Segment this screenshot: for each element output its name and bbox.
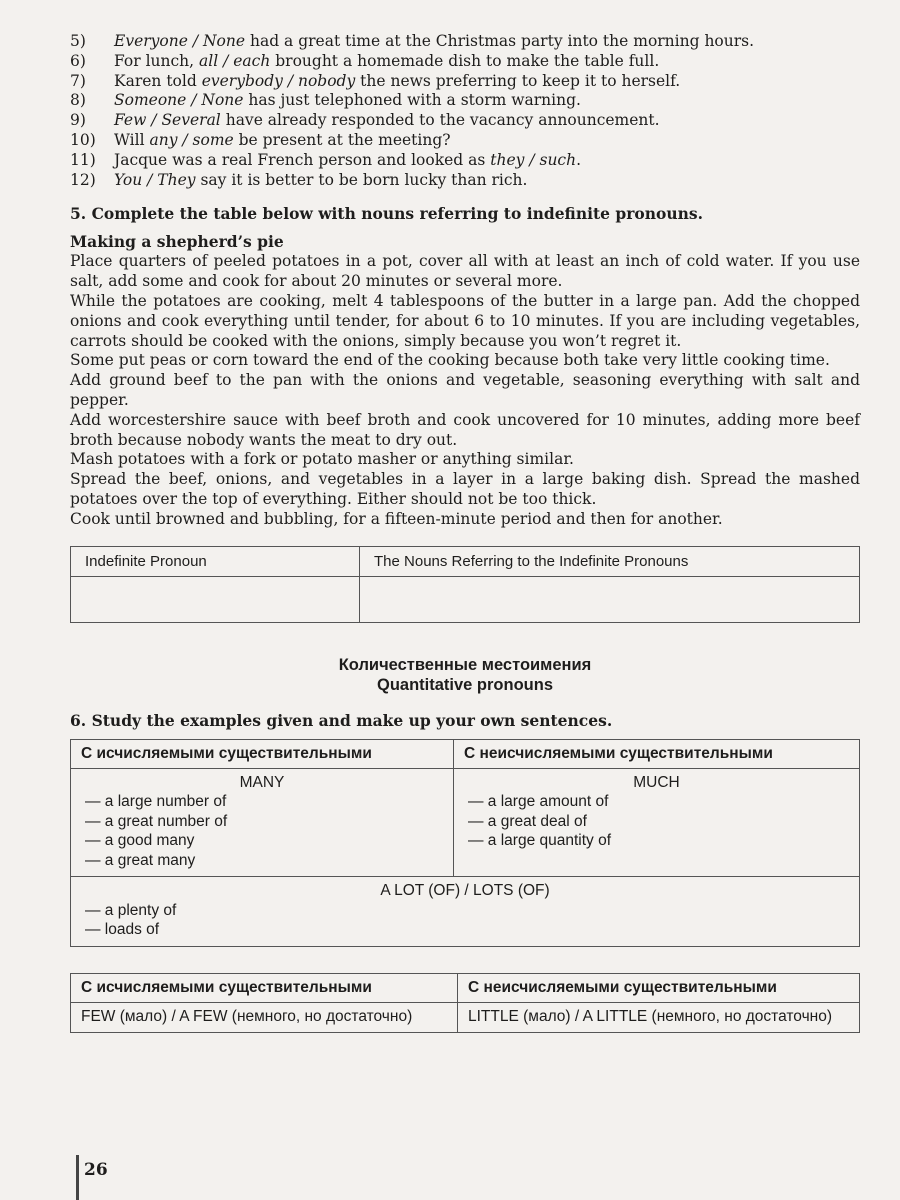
exercise-item (70, 32, 860, 52)
option-a[interactable]: Few (114, 111, 147, 130)
option-a[interactable]: all (199, 51, 219, 70)
recipe-paragraph: Cook until browned and bubbling, for a fifteen-minute period and then for another. (70, 509, 723, 528)
task-5-title: 5. Complete the table below with nouns referring to indefinite pronouns. (70, 204, 704, 224)
exercise-text: . (576, 150, 582, 169)
exercise-item (70, 72, 860, 92)
exercise-text: the news preferring to keep it to herself. (355, 71, 681, 90)
indefinite-pronoun-table (70, 546, 860, 623)
lot-item: — loads of (85, 921, 160, 939)
exercise-item (70, 111, 860, 131)
page-number: 26 (84, 1160, 108, 1180)
option-separator: / (524, 150, 540, 169)
exercise-number: 11) (70, 150, 96, 169)
header-countable: С исчисляемыми существительными (71, 973, 458, 1002)
exercise-text: Karen told (114, 71, 202, 90)
option-a[interactable]: they (490, 150, 525, 169)
recipe-title: Making a shepherd’s pie (70, 232, 284, 252)
much-item: — a large amount of (468, 793, 609, 811)
option-b[interactable]: nobody (297, 71, 356, 90)
many-item: — a great number of (85, 812, 228, 830)
section-title-en: Quantitative pronouns (376, 675, 553, 694)
table-header-nouns: The Nouns Referring to the Indefinite Pronouns (360, 546, 860, 576)
quantitative-table (70, 739, 860, 947)
exercise-number: 7) (70, 71, 86, 90)
lot-heading: A LOT (OF) / LOTS (OF) (380, 882, 550, 900)
option-a[interactable]: any (149, 130, 178, 149)
option-b[interactable]: each (233, 51, 271, 70)
table-header-indefinite-pronoun: Indefinite Pronoun (71, 546, 360, 576)
exercise-item (70, 151, 860, 171)
option-separator: / (177, 130, 193, 149)
section-title-ru: Количественные местоимения (338, 655, 592, 674)
exercise-text: Jacque was a real French person and looked as (114, 150, 491, 169)
little-cell: LITTLE (мало) / A LITTLE (немного, но достаточно) (458, 1002, 860, 1033)
option-b[interactable]: Several (161, 111, 221, 130)
exercise-text: have already responded to the vacancy announcement. (220, 111, 660, 130)
option-separator: / (186, 91, 202, 110)
many-heading: MANY (239, 773, 285, 791)
many-item: — a great many (85, 851, 196, 869)
exercise-item (70, 171, 860, 191)
exercise-item (70, 52, 860, 72)
option-a[interactable]: You (114, 170, 143, 189)
recipe-paragraph: Spread the beef, onions, and vegetables in a layer in a large baking dish. Spread the mashed potatoes over the top of everything. Either should not be too thick. (70, 470, 860, 508)
table-cell-empty[interactable] (71, 576, 360, 622)
exercise-text: has just telephoned with a storm warning. (243, 91, 581, 110)
recipe-paragraph: Place quarters of peeled potatoes in a pot, cover all with at least an inch of cold water. If you use salt, add some and cook for about 20 minutes or several more. (70, 252, 860, 291)
much-cell (454, 768, 860, 877)
header-countable: С исчисляемыми существительными (71, 739, 454, 768)
few-cell: FEW (мало) / A FEW (немного, но достаточно) (71, 1002, 458, 1033)
option-separator: / (142, 170, 158, 189)
table-cell-empty[interactable] (360, 576, 860, 622)
recipe-paragraph: Mash potatoes with a fork or potato masher or anything similar. (70, 450, 574, 469)
many-cell (71, 768, 454, 877)
exercise-item (70, 131, 860, 151)
recipe-text (70, 252, 860, 529)
option-a[interactable]: everybody (201, 71, 283, 90)
option-separator: / (146, 111, 162, 130)
option-a[interactable]: Everyone (114, 32, 188, 50)
exercise-text: had a great time at the Christmas party into the morning hours. (245, 32, 755, 50)
recipe-paragraph: Some put peas or corn toward the end of the cooking because both take very little cooking time. (70, 351, 830, 370)
option-b[interactable]: None (202, 32, 246, 50)
margin-rule (76, 1155, 79, 1200)
recipe-paragraph: Add ground beef to the pan with the onions and vegetable, seasoning everything with salt and pepper. (70, 371, 860, 409)
much-item: — a large quantity of (468, 832, 612, 850)
option-b[interactable]: None (201, 91, 244, 110)
exercise-text: brought a homemade dish to make the table full. (270, 51, 660, 70)
exercise-number: 6) (70, 51, 86, 70)
option-b[interactable]: They (157, 170, 196, 189)
lot-cell (71, 877, 860, 947)
exercise-number: 10) (70, 130, 96, 149)
many-item: — a large number of (85, 793, 227, 811)
header-uncountable: С неисчисляемыми существительными (454, 739, 860, 768)
exercise-number: 9) (70, 111, 86, 130)
recipe-paragraph: While the potatoes are cooking, melt 4 tablespoons of the butter in a large pan. Add the chopped onions and cook everything until tender, for about 6 to 10 minutes. If you are including vegetables, carrots should be cooked with the onions, simply because you won’t regret it. (70, 291, 860, 350)
option-b[interactable]: some (192, 130, 234, 149)
exercise-number: 5) (70, 32, 86, 50)
exercise-item (70, 91, 860, 111)
option-a[interactable]: Someone (114, 91, 187, 110)
exercise-number: 8) (70, 91, 86, 110)
few-little-table (70, 973, 860, 1034)
much-item: — a great deal of (468, 812, 587, 830)
exercise-text: Will (114, 130, 150, 149)
option-separator: / (282, 71, 298, 90)
many-item: — a good many (85, 832, 195, 850)
much-heading: MUCH (633, 773, 680, 791)
exercise-text: say it is better to be born lucky than rich. (195, 170, 528, 189)
page-content (70, 32, 860, 1033)
exercise-number: 12) (70, 170, 96, 189)
task-6-title: 6. Study the examples given and make up your own sentences. (70, 710, 613, 730)
exercise-list (70, 32, 860, 190)
option-b[interactable]: such (539, 150, 577, 169)
recipe-paragraph: Add worcestershire sauce with beef broth and cook uncovered for 10 minutes, adding more beef broth because nobody wants the meat to dry out. (70, 410, 860, 449)
option-separator: / (218, 51, 234, 70)
header-uncountable: С неисчисляемыми существительными (458, 973, 860, 1002)
exercise-text: be present at the meeting? (233, 130, 451, 149)
exercise-text: For lunch, (114, 51, 200, 70)
lot-item: — a plenty of (85, 901, 177, 919)
option-separator: / (187, 32, 203, 50)
